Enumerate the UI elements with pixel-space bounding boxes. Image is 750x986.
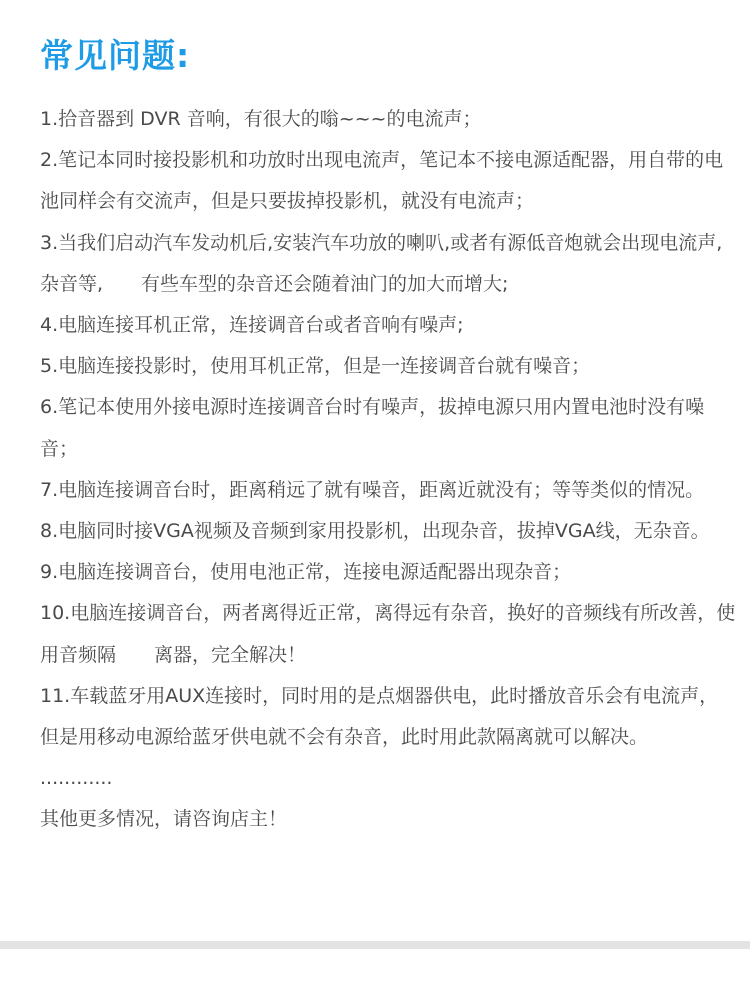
faq-item: 2.笔记本同时接投影机和功放时出现电流声，笔记本不接电源适配器，用自带的电池同样会有交流声，但是只要拔掉投影机，就没有电流声； [40, 149, 724, 213]
faq-item: 7.电脑连接调音台时，距离稍远了就有噪音，距离近就没有；等等类似的情况。 [40, 478, 705, 501]
faq-item: 10.电脑连接调音台，两者离得近正常，离得远有杂音，换好的音频线有所改善，使用音频隔 离器，完全解决！ [40, 602, 736, 666]
faq-item: 5.电脑连接投影时，使用耳机正常，但是一连接调音台就有噪音； [40, 355, 591, 378]
faq-contact-note: 其他更多情况，请咨询店主！ [40, 808, 288, 831]
faq-item: 11.车载蓝牙用AUX连接时，同时用的是点烟器供电，此时播放音乐会有电流声，但是用移动电源给蓝牙供电就不会有杂音，此时用此款隔离就可以解决。 [40, 684, 719, 749]
bottom-divider [0, 941, 750, 949]
faq-item: 6.笔记本使用外接电源时连接调音台时有噪声，拔掉电源只用内置电池时没有噪音； [40, 396, 705, 460]
faq-ellipsis: ............ [40, 767, 113, 790]
faq-title: 常见问题: [40, 36, 191, 75]
faq-list [40, 99, 736, 841]
faq-item: 1.拾音器到 DVR 音响，有很大的嗡~~~的电流声； [40, 108, 482, 130]
faq-item: 9.电脑连接调音台，使用电池正常，连接电源适配器出现杂音； [40, 561, 572, 584]
faq-item: 8.电脑同时接VGA视频及音频到家用投影机，出现杂音，拔掉VGA线，无杂音。 [40, 520, 710, 543]
faq-item: 3.当我们启动汽车发动机后,安装汽车功放的喇叭,或者有源低音炮就会出现电流声,杂音等, 有些车型的杂音还会随着油门的加大而增大; [40, 231, 723, 295]
faq-item: 4.电脑连接耳机正常，连接调音台或者音响有噪声; [40, 314, 464, 337]
